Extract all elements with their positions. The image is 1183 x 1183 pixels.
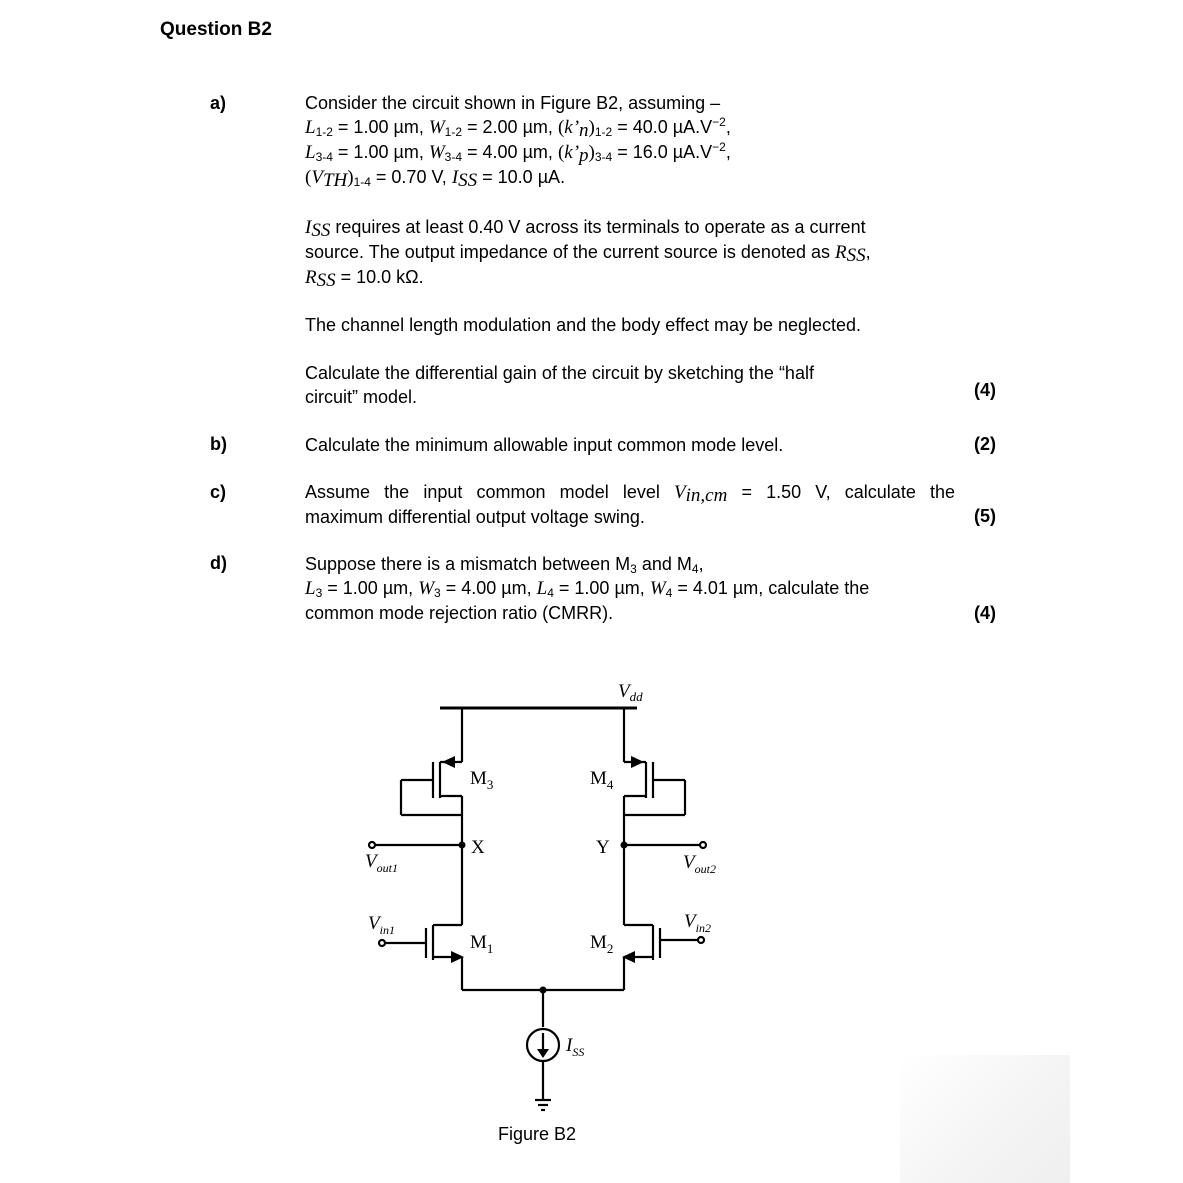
iss-line-1: $I_{SS}$ requires at least 0.40 V across its terminals to operate as a current [305, 217, 866, 241]
part-b-marks: (2) [974, 434, 996, 454]
vout2-label: $V_{out2}$ [683, 852, 716, 876]
iss-label: $I_{SS}$ [566, 1035, 585, 1059]
vin1-label: $V_{in1}$ [368, 913, 395, 937]
part-d-line-1: Suppose there is a mismatch between $M_3$ and $M_4$, [305, 554, 704, 576]
iss-line-2: source. The output impedance of the current source is denoted as $R_{SS}$, [305, 242, 871, 266]
part-d-label: d) [210, 553, 227, 573]
part-a-assumptions: The channel length modulation and the body effect may be neglected. [305, 315, 862, 335]
ground-icon [535, 1100, 551, 1110]
part-b-label: b) [210, 434, 227, 454]
part-d-marks: (4) [974, 603, 996, 623]
m2-label: $M_2$ [590, 932, 614, 956]
part-a-marks: (4) [974, 380, 996, 400]
vin1-terminal[interactable] [379, 940, 385, 946]
part-a-params-3: $(V_{TH})_{1-4} = 0.70$ V, $I_{SS} = 10.0$ µA. [305, 167, 566, 191]
part-a-task: Calculate the differential gain of the circuit by sketching the “half circuit” model. [305, 363, 814, 407]
part-c-label: c) [210, 482, 227, 502]
iss-line-3: $R_{SS} = 10.0$ kΩ. [305, 267, 424, 291]
figure-caption: Figure B2 [498, 1124, 577, 1144]
node-x-label: X [471, 837, 485, 858]
m1-label: $M_1$ [470, 932, 494, 956]
part-b-text: Calculate the minimum allowable input common mode level. [305, 435, 784, 455]
part-c-marks: (5) [974, 506, 996, 526]
part-a-params-2: $L_{3-4} = 1.00$ µm, $W_{3-4} = 4.00$ µm, $(k’_p)_{3-4} = 16.0$ $\mu A.V^{-2}$, [305, 140, 731, 166]
part-a-intro: Consider the circuit shown in Figure B2, assuming – [305, 93, 721, 113]
part-d-line-3: common mode rejection ratio (CMRR). [305, 603, 614, 623]
vin2-label: $V_{in2}$ [684, 911, 711, 935]
part-a-params-1: $L_{1-2} = 1.00$ µm, $W_{1-2} = 2.00$ µm, $(k’_n)_{1-2} = 40.0$ $\mu A.V^{-2}$, [305, 115, 731, 141]
vin2-terminal[interactable] [698, 937, 704, 943]
m4-pmos-transistor [624, 708, 685, 845]
part-c-line-2: maximum differential output voltage swing. [305, 507, 645, 527]
iss-current-source [527, 1029, 559, 1061]
m4-label: $M_4$ [590, 768, 614, 792]
vout1-terminal[interactable] [369, 842, 375, 848]
part-a-label: a) [210, 93, 227, 113]
part-c-line-1: Assume the input common model level $V_{in,cm} = 1.50$ V, calculate the [305, 482, 955, 506]
m3-pmos-transistor [401, 708, 462, 845]
vdd-label: $V_{dd}$ [618, 681, 643, 704]
vout1-label: $V_{out1}$ [365, 851, 398, 875]
part-d-line-2: $L_3 = 1.00$ µm, $W_3 = 4.00$ µm, $L_4 = 1.00$ µm, $W_4 = 4.01$ µm, calculate the [305, 578, 870, 600]
m3-label: $M_3$ [470, 768, 494, 792]
vout2-terminal[interactable] [700, 842, 706, 848]
node-y-label: Y [596, 837, 610, 858]
question-heading: Question B2 [160, 19, 272, 40]
